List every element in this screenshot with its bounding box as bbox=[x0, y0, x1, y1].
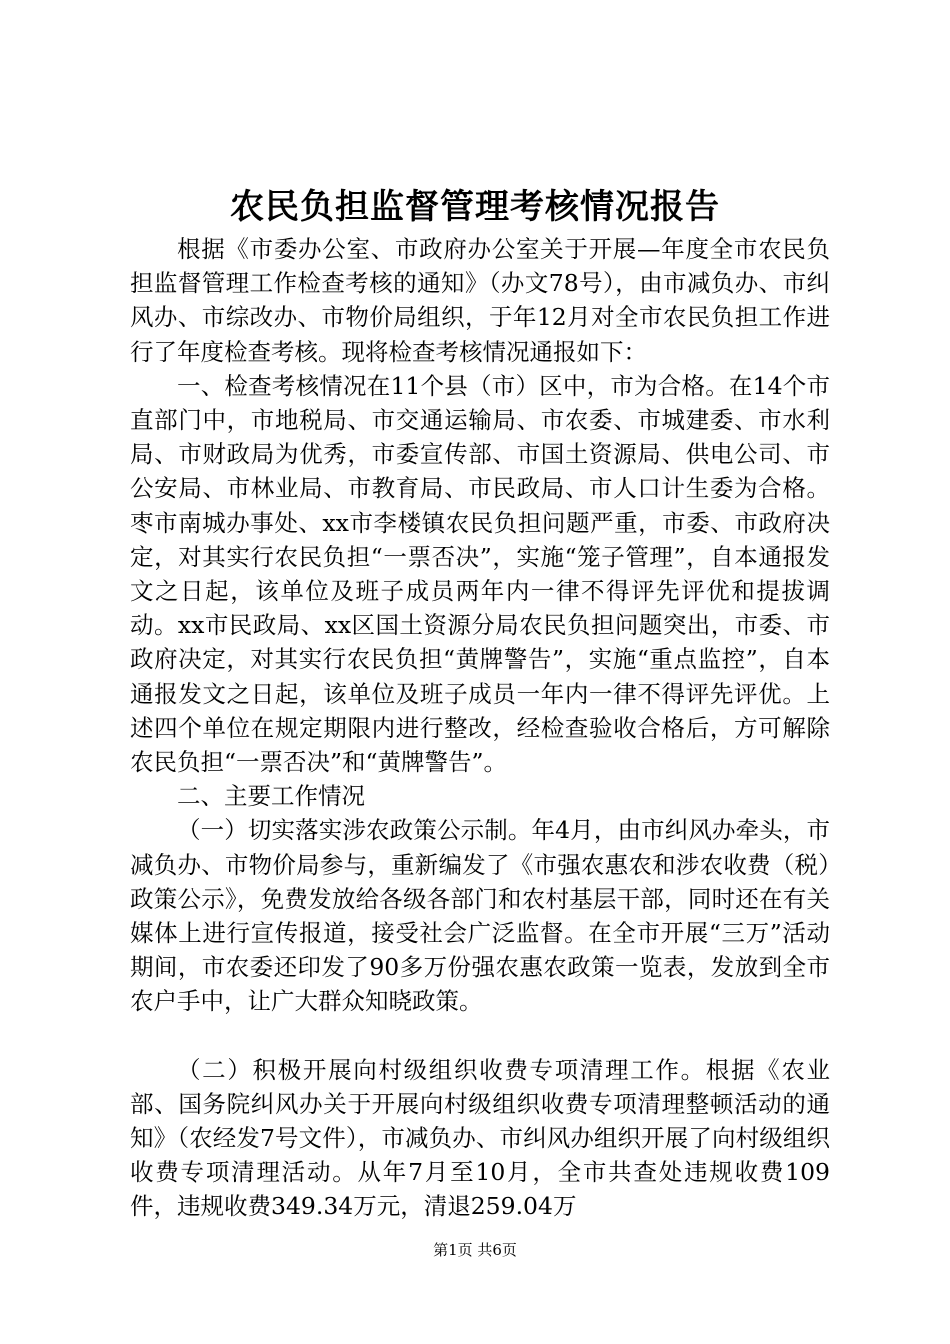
paragraph-item-2: （二）积极开展向村级组织收费专项清理工作。根据《农业部、国务院纠风办关于开展向村级组织收费专项清理整顿活动的通知》（农经发7号文件），市减负办、市纠风办组织开展了向村级组织收费专项清理活动。从年7月至10月，全市共查处违规收费109件，违规收费349.34万元，清退259.04万 bbox=[130, 1055, 830, 1221]
paragraph-gap bbox=[130, 1019, 830, 1053]
page-footer: 第1页 共6页 bbox=[433, 1241, 517, 1259]
paragraph-section-2-heading: 二、主要工作情况 bbox=[177, 782, 365, 811]
paragraph-intro: 根据《市委办公室、市政府办公室关于开展—年度全市农民负担监督管理工作检查考核的通知》（办文78号），由市减负办、市纠风办、市综改办、市物价局组织，于年12月对全市农民负担工作进行了年度检查考核。现将检查考核情况通报如下： bbox=[130, 235, 830, 366]
paragraph-section-1: 一、检查考核情况在11个县（市）区中，市为合格。在14个市直部门中，市地税局、市交通运输局、市农委、市城建委、市水利局、市财政局为优秀，市委宣传部、市国土资源局、供电公司、市公安局、市林业局、市教育局、市民政局、市人口计生委为合格。枣市南城办事处、xx市李楼镇农民负担问题严重，市委、市政府决定，对其实行农民负担“一票否决”，实施“笼子管理”，自本通报发文之日起，该单位及班子成员两年内一律不得评先评优和提拔调动。xx市民政局、xx区国土资源分局农民负担问题突出，市委、市政府决定，对其实行农民负担“黄牌警告”，实施“重点监控”，自本通报发文之日起，该单位及班子成员一年内一律不得评先评优。上述四个单位在规定期限内进行整改，经检查验收合格后，方可解除农民负担“一票否决”和“黄牌警告”。 bbox=[130, 371, 830, 777]
paragraph-item-1: （一）切实落实涉农政策公示制。年4月，由市纠风办牵头，市减负办、市物价局参与，重新编发了《市强农惠农和涉农收费（税）政策公示》，免费发放给各级各部门和农村基层干部，同时还在有关媒体上进行宣传报道，接受社会广泛监督。在全市开展“三万”活动期间，市农委还印发了90多万份强农惠农政策一览表，发放到全市农户手中，让广大群众知晓政策。 bbox=[130, 816, 830, 1016]
document-body bbox=[130, 232, 830, 1224]
document-title: 农民负担监督管理考核情况报告 bbox=[230, 187, 720, 227]
